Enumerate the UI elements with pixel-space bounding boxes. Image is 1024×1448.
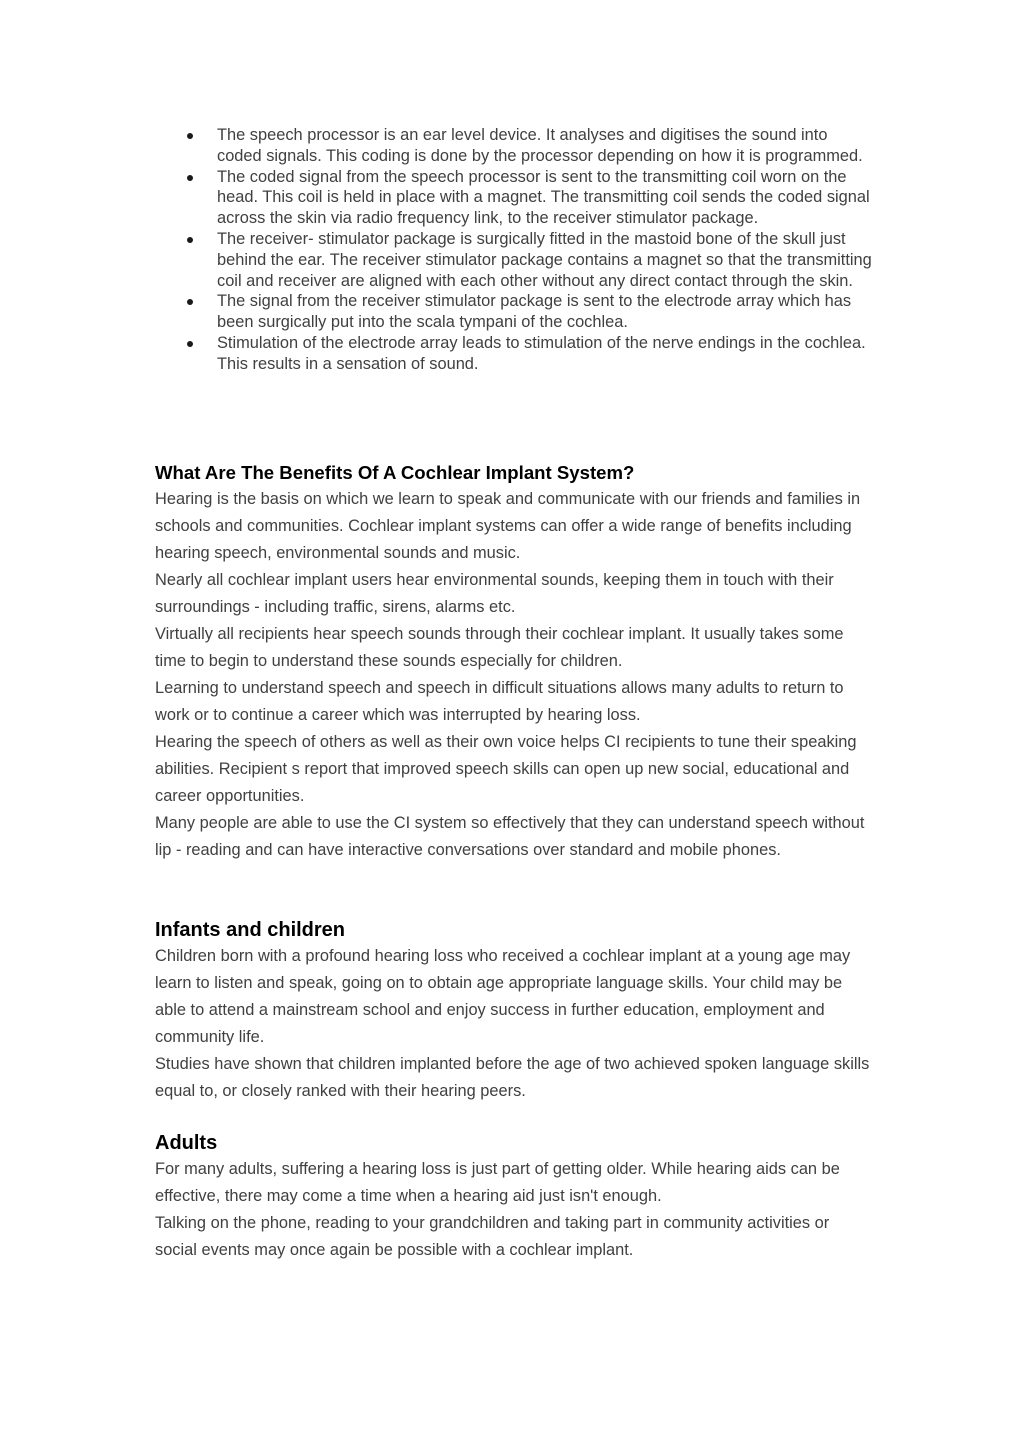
benefits-heading: What Are The Benefits Of A Cochlear Implant System? xyxy=(155,462,635,483)
adults-heading: Adults xyxy=(155,1132,218,1154)
children-section xyxy=(155,917,875,1105)
bullet-icon xyxy=(187,133,193,139)
list-item-text: Stimulation of the electrode array leads to stimulation of the nerve endings in the cochlea. This results in a sensation of sound. xyxy=(217,333,866,373)
list-item xyxy=(155,333,875,375)
benefits-section xyxy=(155,460,875,864)
list-item xyxy=(155,167,875,229)
paragraph: Children born with a profound hearing loss who received a cochlear implant at a young age may learn to listen and speak, going on to obtain age appropriate language skills. Your child may be able to attend a mainstream school and enjoy success in further education, employment and community life. xyxy=(155,947,851,1046)
paragraph: Nearly all cochlear implant users hear environmental sounds, keeping them in touch with their surroundings - including traffic, sirens, alarms etc. xyxy=(155,571,834,616)
list-item xyxy=(155,291,875,333)
paragraph: Virtually all recipients hear speech sounds through their cochlear implant. It usually takes some time to begin to understand these sounds especially for children. xyxy=(155,625,844,670)
list-item xyxy=(155,229,875,291)
list-item-text: The receiver- stimulator package is surgically fitted in the mastoid bone of the skull just behind the ear. The receiver stimulator package contains a magnet so that the transmitting coil and receiver are aligned with each other without any direct contact through the skin. xyxy=(217,229,872,290)
paragraph: Learning to understand speech and speech in difficult situations allows many adults to return to work or to continue a career which was interrupted by hearing loss. xyxy=(155,679,844,724)
list-item-text: The signal from the receiver stimulator package is sent to the electrode array which has been surgically put into the scala tympani of the cochlea. xyxy=(217,292,852,332)
bullet-icon xyxy=(187,341,193,347)
paragraph: Many people are able to use the CI system so effectively that they can understand speech without lip - reading and can have interactive conversations over standard and mobile phones. xyxy=(155,814,865,859)
bullet-icon xyxy=(187,299,193,305)
list-item-text: The speech processor is an ear level device. It analyses and digitises the sound into coded signals. This coding is done by the processor depending on how it is programmed. xyxy=(217,126,863,165)
list-item xyxy=(155,125,875,167)
children-heading: Infants and children xyxy=(155,919,346,941)
paragraph: Talking on the phone, reading to your grandchildren and taking part in community activities or social events may once again be possible with a cochlear implant. xyxy=(155,1214,830,1259)
bullet-icon xyxy=(187,237,193,243)
paragraph: Hearing the speech of others as well as their own voice helps CI recipients to tune their speaking abilities. Recipient s report that improved speech skills can open up new social, educational and career opportunities. xyxy=(155,733,857,805)
paragraph: Hearing is the basis on which we learn to speak and communicate with our friends and families in schools and communities. Cochlear implant systems can offer a wide range of benefits including hearing speech, environmental sounds and music. xyxy=(155,490,861,562)
bullet-icon xyxy=(187,175,193,181)
paragraph: For many adults, suffering a hearing loss is just part of getting older. While hearing aids can be effective, there may come a time when a hearing aid just isn't enough. xyxy=(155,1160,840,1205)
paragraph: Studies have shown that children implanted before the age of two achieved spoken language skills equal to, or closely ranked with their hearing peers. xyxy=(155,1055,870,1100)
list-item-text: The coded signal from the speech processor is sent to the transmitting coil worn on the head. This coil is held in place with a magnet. The transmitting coil sends the coded signal across the skin via radio frequency link, to the receiver stimulator package. xyxy=(217,167,870,228)
adults-section xyxy=(155,1130,875,1264)
bullet-list xyxy=(155,125,875,375)
